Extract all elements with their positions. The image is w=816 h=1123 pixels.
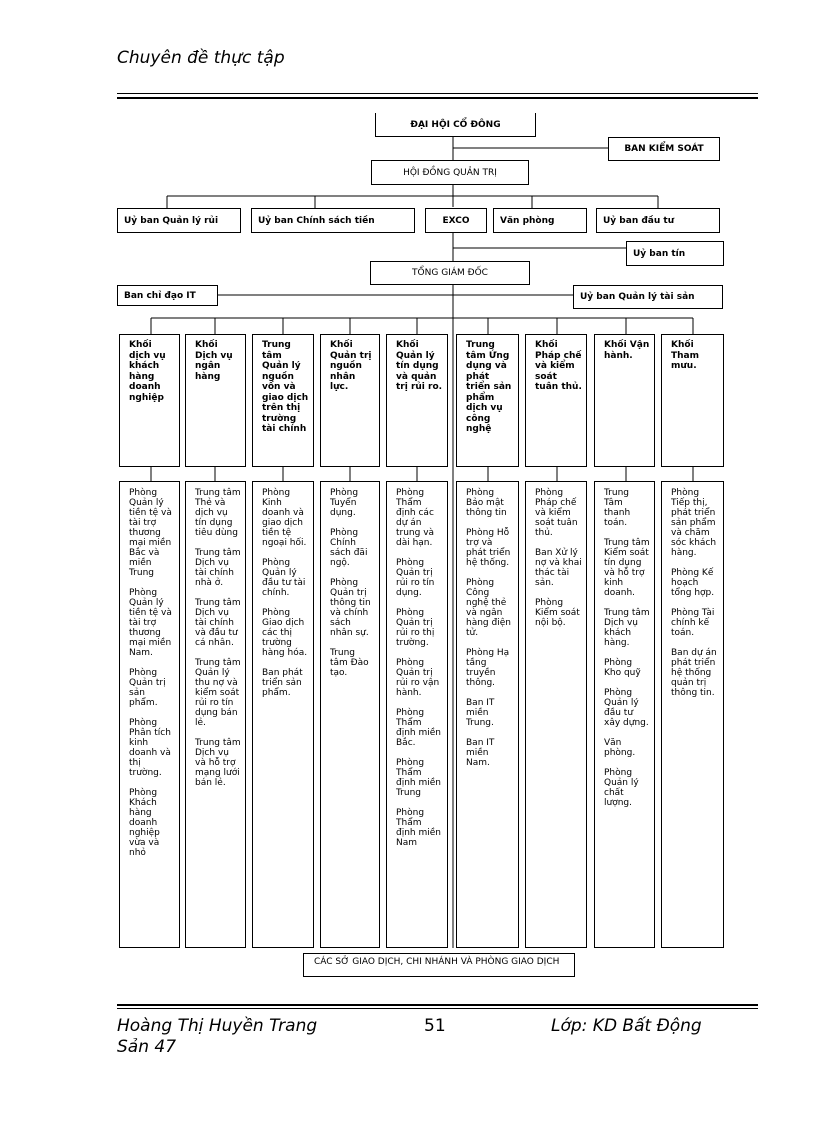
department-item: Phòng Hạ tầng truyền thông. [466,648,510,688]
board-unit-box-5 [596,208,720,233]
board-of-directors-label: HỘI ĐỒNG QUẢN TRỊ [403,167,497,178]
footer-class-continued: Sản 47 [117,1037,177,1057]
shareholders-meeting-label: ĐẠI HỘI CỔ ĐÔNG [410,119,501,130]
department-item: Phòng Quản lý tiền tệ và tài trợ thương mại miền Bắc và miền Trung [129,488,172,578]
department-item: Trung tâm Dịch vụ tài chính và đầu tư cá nhân. [195,598,241,648]
department-item: Phòng Tiếp thị, phát triển sản phẩm và chăm sóc khách hàng. [671,488,717,558]
department-item: Ban phát triển sản phẩm. [262,668,303,698]
board-unit-box-2 [251,208,415,233]
shareholders-meeting-box [375,113,536,137]
department-item: Phòng Thẩm định các dự án trung và dài hạn. [396,488,435,548]
department-item: Phòng Quản trị rủi ro thị trường. [396,608,435,648]
board-of-directors-box [371,160,529,185]
department-item: Phòng Tài chính kế toán. [671,608,715,638]
division-label: Khối Tham mưu. [671,340,699,371]
footer-rule-thick [117,1004,758,1006]
department-item: Phòng Quản lý tiền tệ và tài trợ thương mại miền Nam. [129,588,172,658]
department-item: Trung tâm Dịch vụ khách hàng. [604,608,650,648]
asset-committee-box [573,285,723,309]
department-item: Ban IT miền Nam. [466,738,495,768]
credit-committee-label: Uỷ ban tín [633,248,686,259]
department-list-4 [320,481,380,948]
department-item: Phòng Kinh doanh và giao dịch tiền tệ ngoại hối. [262,488,307,548]
department-item: Phòng Hỗ trợ và phát triển hệ thống. [466,528,511,568]
department-list-7 [525,481,587,948]
page-header-title: Chuyên đề thực tập [117,48,285,68]
board-unit-label: EXCO [442,215,470,226]
department-item: Trung tâm Dịch vụ tài chính nhà ở. [195,548,241,588]
department-item: Trung tâm Thẻ và dịch vụ tín dụng tiêu dùng [195,488,241,538]
department-item: Phòng Quản lý đầu tư xây dựng. [604,688,649,728]
ceo-label: TỔNG GIÁM ĐỐC [412,268,488,278]
division-box-8 [594,334,655,467]
department-item: Trung Tâm thanh toán. [604,488,631,528]
department-item: Trung tâm Dịch vụ và hỗ trợ mạng lưới bán lẻ. [195,738,241,788]
division-box-7 [525,334,587,467]
department-item: Phòng Kế hoạch tổng hợp. [671,568,715,598]
department-list-5 [386,481,448,948]
division-label: Khối dịch vụ khách hàng doanh nghiệp [129,340,166,403]
it-steering-label: Ban chỉ đạo IT [124,290,196,301]
division-box-3 [252,334,314,467]
department-item: Trung tâm Đào tạo. [330,648,369,678]
department-item: Trung tâm Kiểm soát tín dụng và hỗ trợ kinh doanh. [604,538,650,598]
department-item: Ban Xử lý nợ và khai thác tài sản. [535,548,582,588]
department-item: Phòng Quản trị sản phẩm. [129,668,166,708]
footer-page-number: 51 [424,1016,446,1036]
department-item: Phòng Pháp chế và kiểm soát tuân thủ. [535,488,578,538]
branches-box [303,953,575,977]
department-list-9 [661,481,724,948]
board-unit-box-3 [425,208,487,233]
department-item: Văn phòng. [604,738,636,758]
footer-class: Lớp: KD Bất Động [551,1016,702,1036]
department-list-1 [119,481,180,948]
department-item: Phòng Phân tích kinh doanh và thị trường. [129,718,171,778]
division-box-4 [320,334,380,467]
department-item: Phòng Giao dịch các thị trường hàng hóa. [262,608,308,658]
department-item: Trung tâm Quản lý thu nợ và kiểm soát rủi ro tín dụng bán lẻ. [195,658,241,728]
division-box-2 [185,334,246,467]
branches-label: CÁC SỞ GIAO DỊCH, CHI NHÁNH VÀ PHÒNG GIAO DỊCH [314,957,560,967]
department-list-2 [185,481,246,948]
department-item: Phòng Quản trị thông tin và chính sách nhân sự. [330,578,371,638]
department-item: Phòng Quản trị rủi ro vận hành. [396,658,440,698]
department-item: Phòng Bảo mật thông tin [466,488,507,518]
division-box-5 [386,334,448,467]
board-unit-label: Văn phòng [500,215,555,226]
department-item: Ban IT miền Trung. [466,698,495,728]
division-label: Trung tâm Quản lý nguồn vốn và giao dịch trên thị trường tài chính [262,340,309,434]
division-box-6 [456,334,519,467]
department-item: Phòng Kiểm soát nội bộ. [535,598,580,628]
asset-committee-label: Uỷ ban Quản lý tài sản [580,292,695,302]
it-steering-box [117,285,218,306]
board-unit-box-4 [493,208,587,233]
department-item: Phòng Tuyển dụng. [330,488,359,518]
division-box-1 [119,334,180,467]
department-item: Phòng Chính sách đãi ngộ. [330,528,368,568]
department-item: Phòng Công nghệ thẻ và ngân hàng điện tử. [466,578,511,638]
department-item: Phòng Thẩm định miền Bắc. [396,708,441,748]
supervisory-board-label: BAN KIỂM SOÁT [624,144,704,154]
department-item: Phòng Quản lý chất lượng. [604,768,639,808]
division-label: Trung tâm Ứng dụng và phát triển sản phẩm dịch vụ công nghệ [466,340,512,434]
department-item: Phòng Khách hàng doanh nghiệp vừa và nhỏ [129,788,160,858]
board-unit-label: Uỷ ban Chính sách tiền [258,215,375,226]
department-item: Phòng Quản lý đầu tư tài chính. [262,558,306,598]
board-unit-label: Uỷ ban đầu tư [603,215,675,226]
supervisory-board-box [608,137,720,161]
board-unit-label: Uỷ ban Quản lý rủi [124,215,219,226]
department-item: Phòng Kho quỹ [604,658,641,678]
division-label: Khối Quản trị nguồn nhân lực. [330,340,372,392]
department-list-3 [252,481,314,948]
ceo-box [370,261,530,285]
department-item: Phòng Thẩm định miền Nam [396,808,441,848]
department-item: Phòng Quản trị rủi ro tín dụng. [396,558,435,598]
department-item: Ban dự án phát triển hệ thống quản trị thông tin. [671,648,717,698]
footer-rule [117,1008,758,1009]
department-list-6 [456,481,519,948]
department-item: Phòng Thẩm định miền Trung [396,758,441,798]
footer-author: Hoàng Thị Huyền Trang [117,1016,318,1036]
department-list-8 [594,481,655,948]
division-label: Khối Vận hành. [604,340,650,361]
division-label: Khối Dịch vụ ngân hàng [195,340,233,382]
division-box-9 [661,334,724,467]
division-label: Khối Quản lý tín dụng và quản trị rủi ro. [396,340,443,392]
credit-committee-box [626,241,724,266]
division-label: Khối Pháp chế và kiểm soát tuân thủ. [535,340,582,392]
board-unit-box-1 [117,208,241,233]
